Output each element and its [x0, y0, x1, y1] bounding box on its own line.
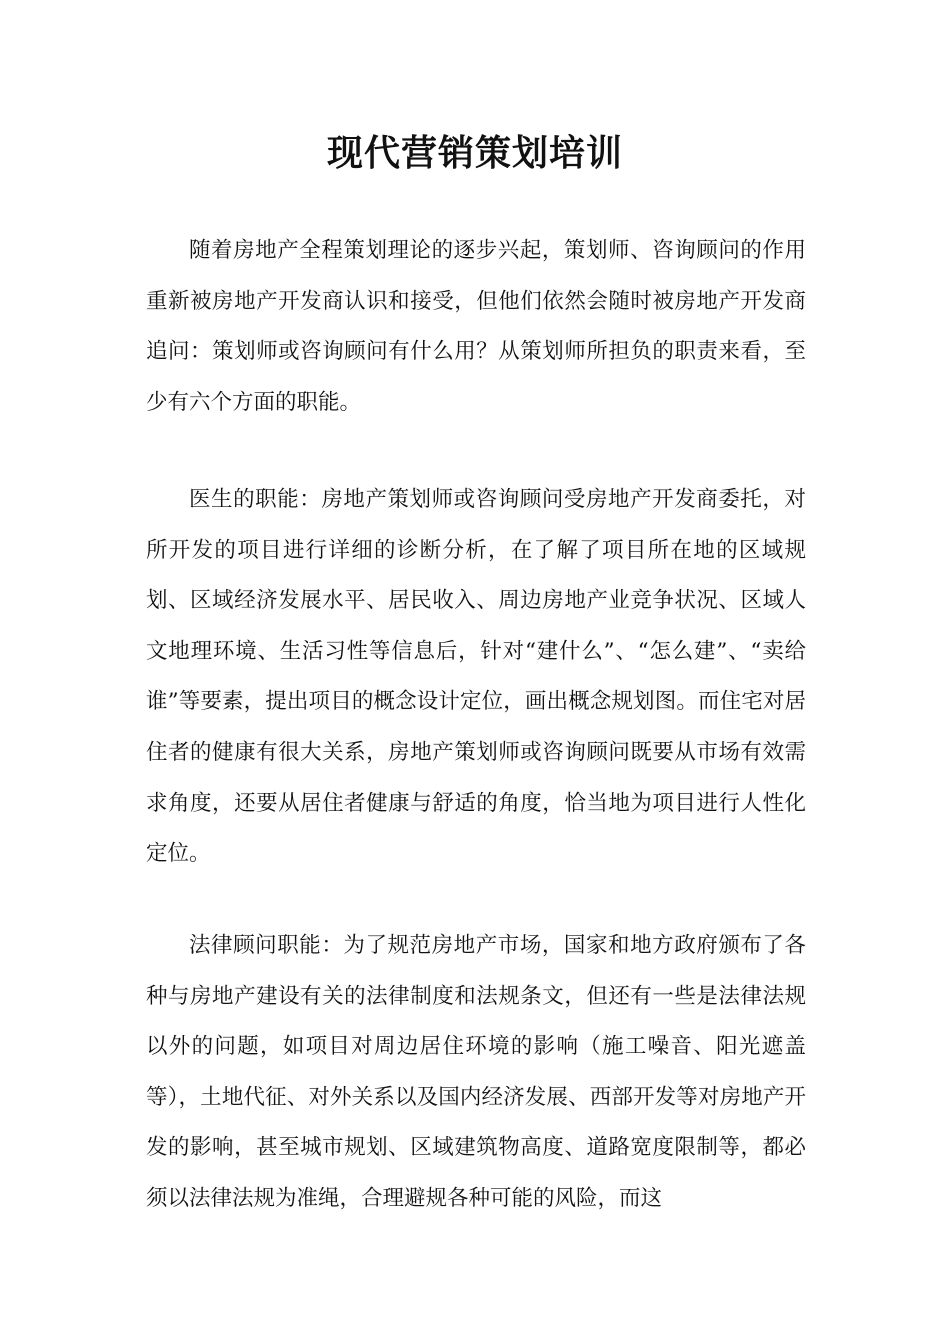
- paragraph-doctor-role: 医生的职能：房地产策划师或咨询顾问受房地产开发商委托，对所开发的项目进行详细的诊断分析，在了解了项目所在地的区域规划、区域经济发展水平、居民收入、周边房地产业竞争状况、区域人文地理环境、生活习性等信息后，针对“建什么”、“怎么建”、“卖给谁”等要素，提出项目的概念设计定位，画出概念规划图。而住宅对居住者的健康有很大关系，房地产策划师或咨询顾问既要从市场有效需求角度，还要从居住者健康与舒适的角度，恰当地为项目进行人性化定位。: [146, 487, 806, 867]
- document-title: 现代营销策划培训: [326, 132, 623, 174]
- paragraph-legal-role: 法律顾问职能：为了规范房地产市场，国家和地方政府颁布了各种与房地产建设有关的法律制度和法规条文，但还有一些是法律法规以外的问题，如项目对周边居住环境的影响（施工噪音、阳光遮盖等），土地代征、对外关系以及国内经济发展、西部开发等对房地产开发的影响，甚至城市规划、区域建筑物高度、道路宽度限制等，都必须以法律法规为准绳，合理避规各种可能的风险，而这: [146, 933, 806, 1211]
- paragraph-intro: 随着房地产全程策划理论的逐步兴起，策划师、咨询顾问的作用重新被房地产开发商认识和接受，但他们依然会随时被房地产开发商追问：策划师或咨询顾问有什么用？从策划师所担负的职责来看，至少有六个方面的职能。: [146, 238, 806, 415]
